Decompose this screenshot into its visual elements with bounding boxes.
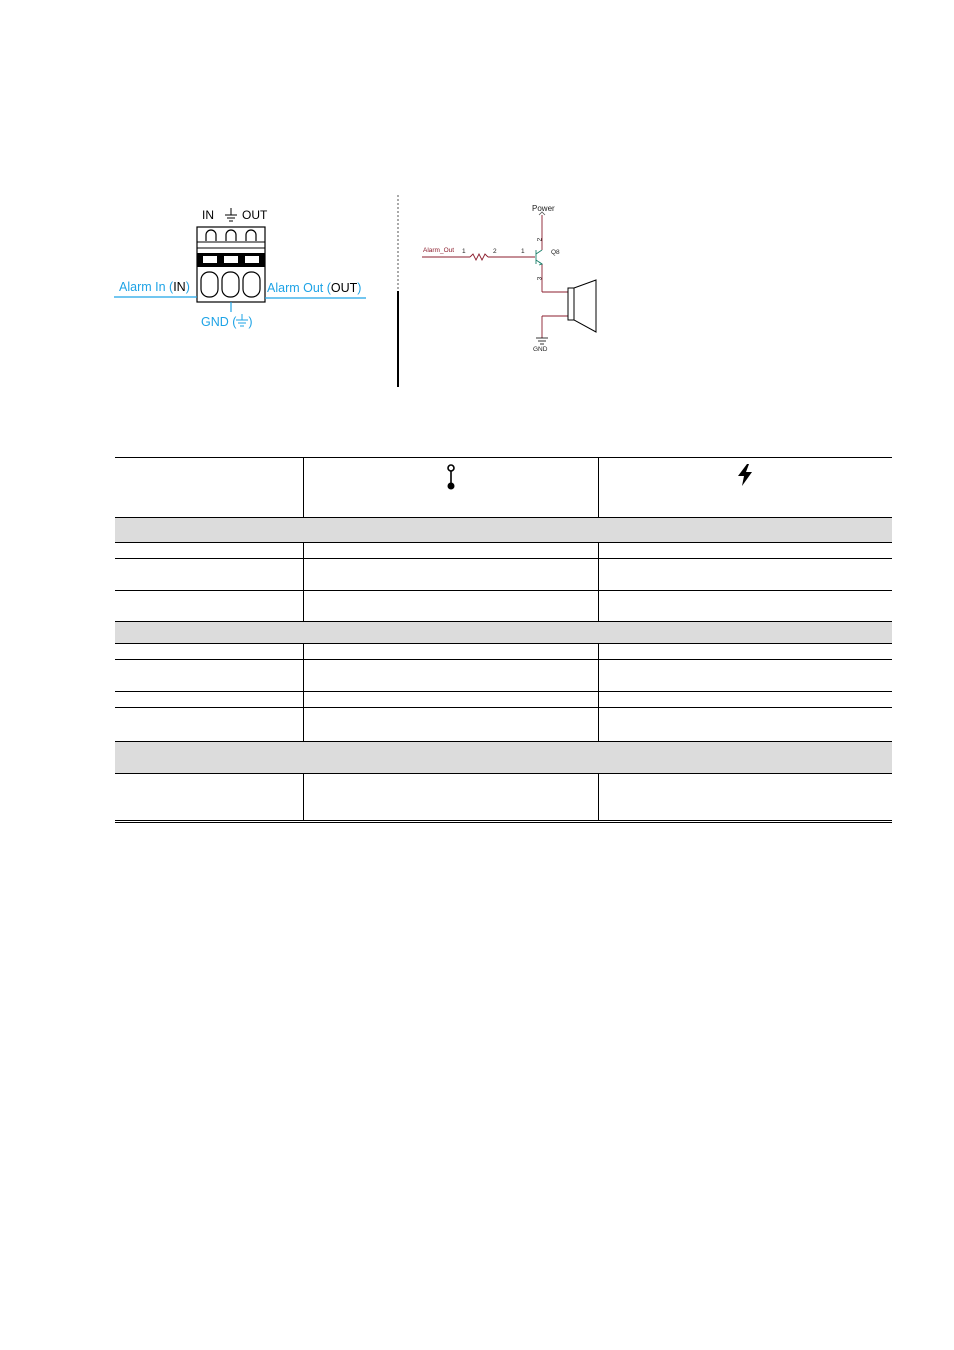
table-section-row — [115, 742, 892, 774]
table-row — [115, 708, 892, 742]
alarm-out-signal-label: Alarm_Out — [423, 247, 455, 254]
table-row — [115, 591, 892, 622]
ground-symbol-top — [225, 208, 237, 221]
pin-icon — [446, 464, 456, 490]
specification-table — [115, 457, 892, 823]
power-label: Power — [532, 204, 555, 213]
alarm-in-label: Alarm In (IN) — [119, 280, 190, 294]
table-section-row — [115, 518, 892, 543]
table-header-cell — [303, 458, 598, 518]
out-pin-label: OUT — [242, 208, 268, 222]
ground-icon — [236, 314, 248, 328]
table-row — [115, 559, 892, 591]
table-header-cell — [115, 458, 303, 518]
table-row — [115, 660, 892, 692]
gnd-label: GND ( ) — [201, 315, 253, 329]
in-pin-label: IN — [202, 208, 214, 222]
table-row — [115, 692, 892, 708]
collector-pin-2: 2 — [536, 237, 544, 242]
alarm-out-schematic — [420, 200, 620, 360]
table-row — [115, 543, 892, 559]
gnd-schematic-label: GND — [533, 346, 548, 353]
terminal-connector-diagram — [110, 195, 380, 345]
resistor-pin-2: 2 — [493, 248, 497, 255]
table-row — [115, 644, 892, 660]
lightning-icon — [737, 464, 753, 486]
alarm-out-label: Alarm Out (OUT) — [267, 281, 362, 295]
emitter-pin-3: 3 — [536, 276, 544, 281]
resistor-pin-1: 1 — [462, 248, 466, 255]
table-header-row — [115, 458, 892, 518]
schematic-drawing — [420, 200, 620, 360]
table-section-row — [115, 622, 892, 644]
table-header-cell — [598, 458, 892, 518]
table-row — [115, 774, 892, 822]
transistor-label: Q8 — [551, 249, 560, 256]
base-pin-1: 1 — [521, 248, 525, 255]
diagram-divider — [397, 195, 399, 387]
